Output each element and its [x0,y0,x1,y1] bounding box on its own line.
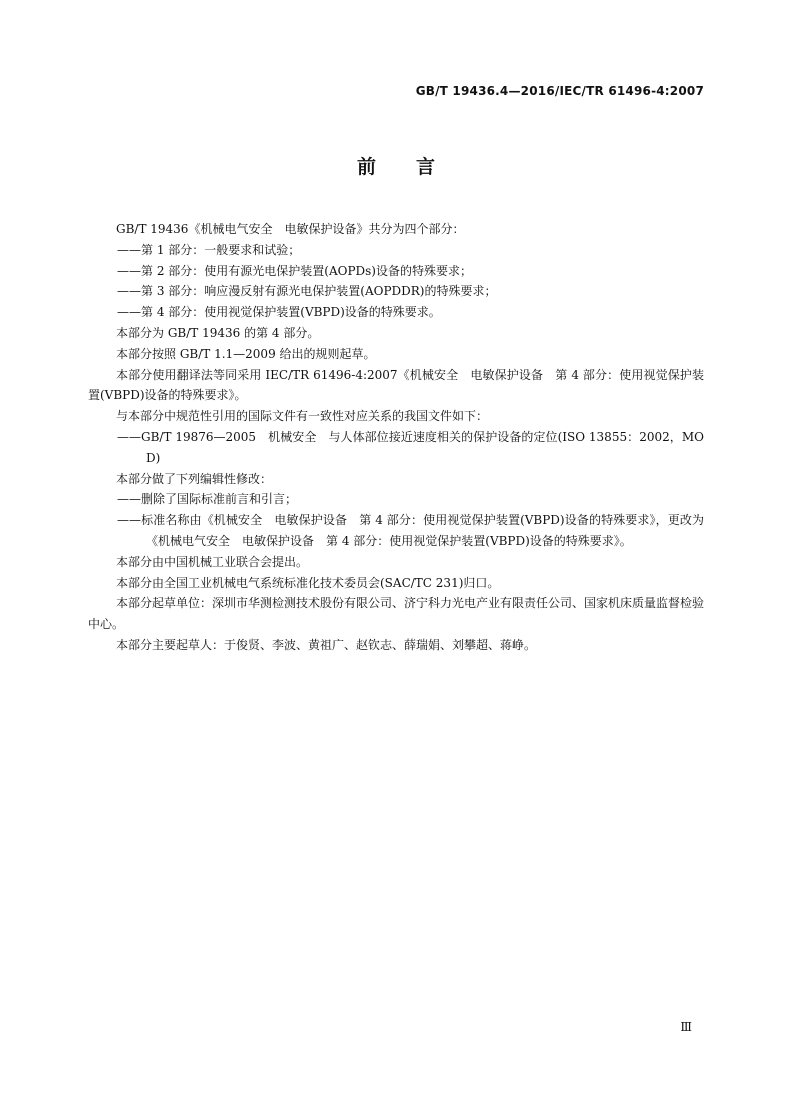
list-item-part-2: ——第 2 部分：使用有源光电保护装置(AOPDs)设备的特殊要求； [117,263,472,278]
list-item-part-1: ——第 1 部分：一般要求和试验； [117,242,301,257]
page-number: Ⅲ [680,1020,692,1034]
page-title: 前言 [356,156,475,178]
paragraph-drafting-rules: 本部分按照 GB/T 1.1—2009 给出的规则起草。 [116,346,376,361]
paragraph-proposed-by: 本部分由中国机械工业联合会提出。 [116,554,309,569]
paragraph-under-jurisdiction: 本部分由全国工业机械电气系统标准化技术委员会(SAC/TC 231)归口。 [116,575,500,590]
list-item-gbt-19876: ——GB/T 19876—2005 机械安全 与人体部位接近速度相关的保护设备的定位(ISO 13855：2002，MOD) [117,429,704,465]
foreword-body [88,219,704,656]
paragraph-parts-intro: GB/T 19436《机械电气安全 电敏保护设备》共分为四个部分： [116,222,465,236]
list-item-title-change: ——标准名称由《机械安全 电敏保护设备 第 4 部分：使用视觉保护装置(VBPD)设备的特殊要求》，更改为《机械电气安全 电敏保护设备 第 4 部分：使用视觉保护装置(VBPD)设备的特殊要求》。 [117,513,704,548]
list-item-part-4: ——第 4 部分：使用视觉保护装置(VBPD)设备的特殊要求。 [117,305,441,320]
list-item-deleted-foreword: ——删除了国际标准前言和引言； [117,492,298,507]
list-item-part-3: ——第 3 部分：响应漫反射有源光电保护装置(AOPDDR)的特殊要求； [117,284,497,299]
paragraph-drafting-units: 本部分起草单位：深圳市华测检测技术股份有限公司、济宁科力光电产业有限责任公司、国家机床质量监督检验中心。 [88,596,705,632]
paragraph-translation-method: 本部分使用翻译法等同采用 IEC/TR 61496-4:2007《机械安全 电敏保护设备 第 4 部分：使用视觉保护装置(VBPD)设备的特殊要求》。 [88,367,704,403]
paragraph-normative-references: 与本部分中规范性引用的国际文件有一致性对应关系的我国文件如下： [116,409,489,424]
paragraph-this-part: 本部分为 GB/T 19436 的第 4 部分。 [116,325,320,340]
standard-code-header: GB/T 19436.4—2016/IEC/TR 61496-4:2007 [415,84,704,98]
paragraph-editorial-changes: 本部分做了下列编辑性修改： [116,471,273,486]
paragraph-drafters: 本部分主要起草人：于俊贤、李波、黄祖广、赵钦志、薛瑞娟、刘攀超、蒋峥。 [116,637,537,652]
